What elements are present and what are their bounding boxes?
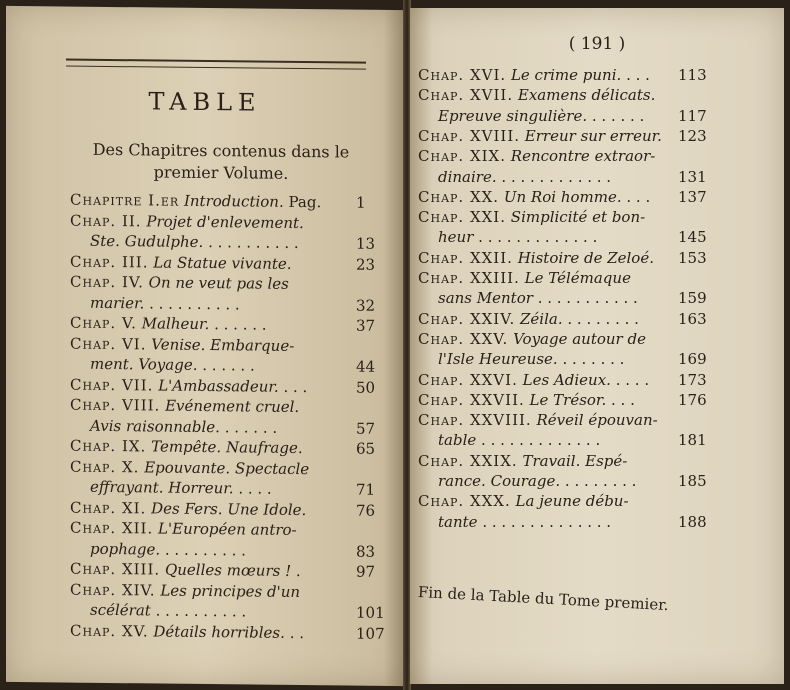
toc-entry (418, 249, 654, 267)
entry-title: Travail. Espé- (522, 451, 628, 470)
entry-title: Histoire de Zeloé. (517, 248, 654, 267)
entry-title: Le Trésor. (529, 390, 607, 409)
entry-page-number: 131 (678, 167, 707, 186)
entry-title: Les Adieux. (522, 370, 611, 389)
entry-dots: . . . . . . . (562, 350, 625, 369)
table-title: TABLE (148, 87, 262, 117)
entry-dots: . . . . (615, 370, 650, 389)
toc-entry (70, 621, 304, 641)
entry-dots: . . . . . . (224, 417, 278, 437)
entry-dots: . . . . . . . . . . (208, 233, 299, 252)
entry-page-number: 117 (678, 106, 707, 125)
entry-page-number: 107 (356, 624, 385, 643)
entry-chap: Chap. XX. (418, 187, 500, 206)
entry-chap: Chap. XI. (70, 498, 147, 517)
entry-chap: Chap. XIV. (70, 580, 156, 599)
toc-entry (418, 411, 658, 429)
entry-chap: Chap. XXII. (418, 248, 513, 267)
entry-title: effrayant. Horreur. (90, 477, 234, 498)
entry-page-number: 169 (678, 350, 707, 369)
entry-chap: Chap. XVIII. (418, 126, 521, 145)
table-end-note: Fin de la Table du Tome premier. (417, 583, 669, 615)
entry-title: On ne veut pas les (148, 273, 289, 293)
entry-title: scélérat (90, 600, 151, 620)
entry-dots: . . . . . . . . (567, 309, 639, 328)
toc-entry (70, 252, 292, 272)
toc-entry (70, 437, 303, 457)
entry-dots: Pag. (288, 192, 322, 212)
entry-chap: Chap. XV. (70, 621, 149, 640)
subtitle-line-2: premier Volume. (153, 162, 289, 183)
toc-entry (418, 452, 627, 470)
entry-chap: Chap. IX. (70, 436, 147, 456)
entry-page-number: 76 (356, 501, 376, 520)
entry-page-number: 57 (356, 419, 376, 438)
entry-dots: . . . . (238, 479, 272, 498)
entry-chap: Chap. XXVII. (418, 390, 525, 409)
entry-chap: Chap. VII. (70, 375, 154, 394)
entry-dots: . . . . . . . . . (164, 540, 246, 559)
entry-chap: Chap. V. (70, 313, 137, 333)
entry-title: Voyage autour de (513, 329, 646, 348)
entry-title: pophage. (90, 539, 161, 559)
entry-chap: Chap. XXVI. (418, 370, 518, 389)
entry-title: Erreur sur erreur. (524, 126, 662, 145)
toc-entry (438, 107, 644, 125)
entry-title: dinaire. (438, 167, 497, 186)
entry-page-number: 37 (356, 316, 376, 335)
entry-chap: Chap. III. (70, 252, 149, 271)
toc-entry (418, 66, 650, 84)
entry-page-number: 13 (356, 234, 376, 253)
entry-chap: Chap. II. (70, 211, 142, 230)
entry-chap: Chap. XXIV. (418, 309, 516, 328)
toc-entry (418, 147, 655, 165)
entry-page-number: 71 (356, 480, 376, 499)
entry-chap: Chap. X. (70, 457, 140, 476)
toc-entry (438, 513, 611, 531)
entry-page-number: 176 (678, 390, 707, 409)
entry-page-number: 159 (678, 289, 707, 308)
entry-title: tante (438, 512, 478, 531)
entry-title: Détails horribles. (153, 621, 285, 642)
entry-title: Des Fers. Une Idole. (151, 498, 307, 519)
entry-title: L'Ambassadeur. (158, 376, 279, 396)
entry-chap: Chap. IV. (70, 272, 144, 292)
toc-entry (70, 211, 304, 231)
toc-entry (418, 310, 639, 328)
entry-title: Zéila. (520, 309, 563, 328)
entry-title: Le crime puni. (510, 66, 622, 84)
toc-entry (90, 355, 255, 375)
entry-chap: Chap. XXI. (418, 208, 507, 227)
entry-title: Projet d'enlevement. (146, 211, 304, 232)
toc-entry (70, 191, 321, 212)
entry-page-number: 113 (678, 66, 707, 84)
toc-entry (70, 273, 289, 293)
entry-title: Epreuve singulière. (438, 106, 588, 125)
toc-entry (418, 188, 650, 206)
entry-page-number: 97 (356, 562, 376, 581)
entry-chap: Chap. XVII. (418, 86, 514, 105)
entry-chap: Chap. XXX. (418, 492, 511, 511)
entry-chap: Chap. VI. (70, 334, 147, 353)
entry-chap: Chap. XXVIII. (418, 411, 532, 430)
toc-entry (70, 375, 307, 395)
toc-entry (70, 396, 299, 416)
entry-page-number: 50 (356, 378, 376, 397)
entry-dots: . . . . . . . . . . (149, 293, 240, 313)
entry-title: ment. Voyage. (90, 354, 198, 374)
entry-title: Un Roi homme. (503, 187, 622, 206)
entry-title: La jeune débu- (515, 492, 629, 511)
entry-page-number: 188 (678, 512, 707, 531)
toc-entry (70, 580, 300, 600)
top-rule (66, 59, 366, 70)
toc-entry (90, 416, 277, 436)
entry-title: sans Mentor (438, 289, 533, 308)
toc-entry (438, 431, 600, 449)
entry-title: Le Télémaque (524, 269, 631, 287)
entry-title: Ste. Gudulphe. (90, 231, 204, 251)
entry-title: Venise. Embarque- (151, 334, 295, 355)
toc-entry (438, 168, 611, 186)
table-subtitle (66, 139, 376, 186)
entry-chap: Chap. XXIII. (418, 269, 520, 287)
entry-title: Examens délicats. (517, 86, 656, 105)
toc-entry (70, 457, 309, 478)
entry-page-number: 1 (356, 193, 366, 212)
subtitle-line-1: Des Chapitres contenus dans le (92, 139, 350, 162)
entry-chap: Chap. XIX. (418, 147, 507, 166)
entry-title: Evénement cruel. (165, 396, 300, 416)
toc-entry (418, 391, 635, 409)
entry-chap: Chap. XVI. (418, 66, 507, 84)
entry-page-number: 44 (356, 357, 376, 376)
entry-dots: . . . . . . . . . . . . (501, 167, 612, 186)
entry-title: Tempête. Naufrage. (151, 437, 303, 458)
left-page (6, 6, 404, 686)
entry-page-number: 185 (678, 472, 707, 490)
toc-entry (438, 350, 624, 368)
entry-title: Quelles mœurs ! (164, 560, 292, 580)
toc-entry (90, 232, 299, 252)
entry-title: Introduction. (183, 191, 284, 211)
toc-entry (438, 289, 638, 307)
toc-entry (418, 371, 649, 389)
entry-page-number: 101 (356, 603, 385, 622)
entry-page-number: 181 (678, 431, 707, 450)
toc-entry (418, 86, 655, 104)
entry-title: Malheur. (141, 314, 210, 334)
toc-entry (70, 560, 301, 580)
toc-entry (90, 478, 272, 498)
entry-dots: . . . . . . . . (564, 472, 637, 490)
entry-page-number: 145 (678, 228, 707, 247)
entry-title: Les principes d'un (160, 581, 301, 601)
toc-entry (418, 127, 662, 145)
entry-chap: Chap. XII. (70, 518, 154, 538)
toc-entry (70, 314, 267, 334)
entry-title: l'Isle Heureuse. (438, 350, 558, 369)
entry-page-number: 153 (678, 248, 707, 267)
entry-page-number: 163 (678, 309, 707, 328)
entry-dots: . . . . . . . . . . . . . (481, 431, 601, 450)
toc-entry (418, 330, 646, 348)
entry-title: rance. Courage. (438, 472, 561, 490)
entry-dots: . . . . . . . . . . . . . . (482, 512, 612, 531)
entry-title: Réveil épouvan- (536, 411, 658, 430)
entry-dots: . . . . . . (214, 315, 267, 334)
entry-page-number: 83 (356, 542, 376, 561)
toc-entry (90, 601, 246, 621)
toc-entry (70, 498, 306, 518)
entry-chap: Chap. XXIX. (418, 451, 518, 470)
entry-dots: . . . . . . . . . . . . . (478, 228, 598, 247)
entry-title: marier. (90, 293, 145, 312)
entry-title: Epouvante. Spectacle (144, 457, 310, 478)
toc-entry (70, 519, 297, 539)
entry-dots: . . . . . . . . . . (155, 601, 247, 621)
entry-chap: Chap. VIII. (70, 395, 161, 415)
entry-title: Rencontre extraor- (510, 147, 656, 166)
entry-title: Avis raisonnable. (90, 416, 220, 436)
entry-dots: . . . (626, 66, 650, 84)
entry-title: La Statue vivante. (153, 252, 292, 273)
toc-entry (90, 539, 246, 559)
entry-title: Simplicité et bon- (510, 208, 646, 227)
right-page (410, 8, 784, 684)
entry-page-number: 173 (678, 370, 707, 389)
entry-dots: . . . (283, 377, 308, 396)
toc-entry (418, 492, 629, 510)
entry-dots: . . . . . . . . . . . (537, 289, 638, 308)
toc-entry (70, 334, 294, 354)
entry-page-number: 23 (356, 255, 376, 274)
entry-title: table (438, 431, 477, 450)
entry-dots: . (295, 561, 301, 581)
entry-dots: . . . (611, 390, 635, 409)
entry-chap: Chapitre I.er (70, 190, 180, 210)
entry-dots: . . (289, 623, 304, 642)
entry-chap: Chap. XXV. (418, 329, 509, 348)
entry-page-number: 137 (678, 187, 707, 206)
entry-page-number: 32 (356, 296, 376, 315)
entry-page-number: 123 (678, 126, 707, 145)
toc-entry (438, 472, 636, 490)
entry-title: L'Européen antro- (158, 519, 297, 539)
entry-title: heur (438, 228, 474, 247)
entry-dots: . . . (626, 187, 651, 206)
toc-entry (438, 228, 597, 246)
entry-page-number: 65 (356, 439, 376, 458)
page-number-header: ( 191 ) (568, 34, 626, 54)
toc-entry (418, 208, 645, 226)
entry-dots: . . . . . . (591, 106, 645, 125)
entry-dots: . . . . . . (202, 355, 255, 375)
toc-entry (418, 269, 631, 287)
toc-entry (90, 293, 240, 313)
entry-chap: Chap. XIII. (70, 559, 161, 579)
